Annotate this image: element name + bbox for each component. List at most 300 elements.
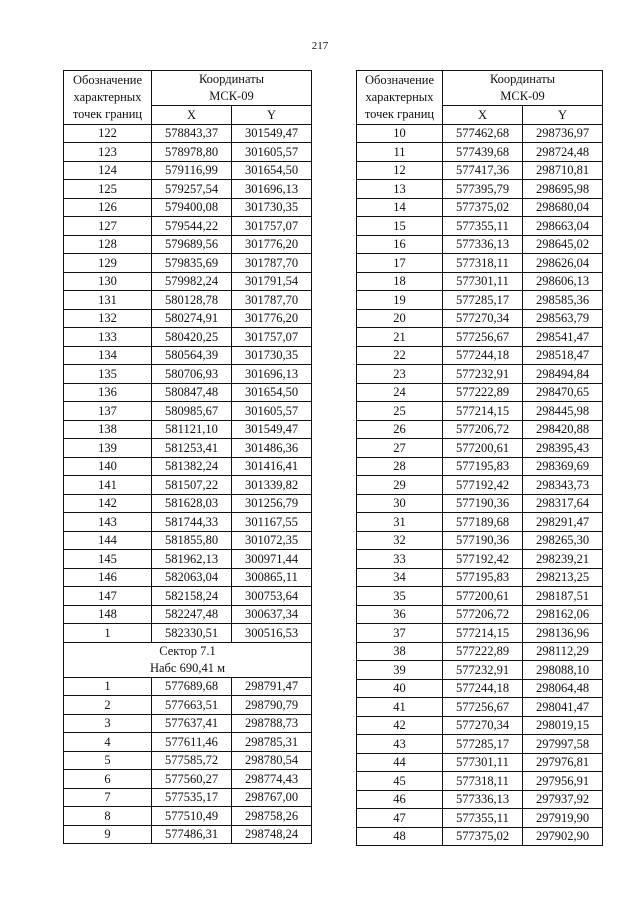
table-row <box>64 751 312 770</box>
coord-y: 301605,57 <box>232 143 312 162</box>
table-row <box>64 513 312 532</box>
sector-row <box>64 642 312 677</box>
header-designation-line: характерных <box>73 89 142 104</box>
header-designation <box>357 71 443 125</box>
table-row <box>357 217 603 236</box>
coord-x: 577637,41 <box>152 714 232 733</box>
coord-y: 298748,24 <box>232 825 312 844</box>
coord-y: 301654,50 <box>232 161 312 180</box>
coord-y: 297956,91 <box>523 772 603 791</box>
coord-x: 580274,91 <box>152 309 232 328</box>
coord-y: 301167,55 <box>232 513 312 532</box>
coord-x: 577189,68 <box>443 513 523 532</box>
table-row <box>64 568 312 587</box>
point-number: 145 <box>64 550 152 569</box>
point-number: 132 <box>64 309 152 328</box>
table-row <box>357 698 603 717</box>
coord-y: 298395,43 <box>523 439 603 458</box>
table-row <box>357 531 603 550</box>
table-row <box>64 291 312 310</box>
coord-x: 577611,46 <box>152 733 232 752</box>
coord-y: 298162,06 <box>523 605 603 624</box>
coord-y: 300971,44 <box>232 550 312 569</box>
point-number: 135 <box>64 365 152 384</box>
table-row <box>357 254 603 273</box>
table-row <box>64 254 312 273</box>
coord-y: 298041,47 <box>523 698 603 717</box>
coord-y: 300516,53 <box>232 624 312 643</box>
point-number: 10 <box>357 124 443 143</box>
coord-x: 581628,03 <box>152 494 232 513</box>
table-row <box>357 180 603 199</box>
coord-x: 577270,34 <box>443 309 523 328</box>
point-number: 126 <box>64 198 152 217</box>
table-row <box>64 272 312 291</box>
table-row <box>357 439 603 458</box>
coord-y: 301776,20 <box>232 309 312 328</box>
coord-y: 298736,97 <box>523 124 603 143</box>
coord-x: 582247,48 <box>152 605 232 624</box>
coord-y: 298518,47 <box>523 346 603 365</box>
coord-y: 298791,47 <box>232 677 312 696</box>
point-number: 4 <box>64 733 152 752</box>
point-number: 148 <box>64 605 152 624</box>
table-row <box>357 457 603 476</box>
table-row <box>357 772 603 791</box>
point-number: 20 <box>357 309 443 328</box>
coord-x: 577270,34 <box>443 716 523 735</box>
table-row <box>357 235 603 254</box>
left-rows-a <box>64 124 312 642</box>
point-number: 38 <box>357 642 443 661</box>
table-row <box>357 716 603 735</box>
coord-x: 577222,89 <box>443 383 523 402</box>
point-number: 32 <box>357 531 443 550</box>
coord-x: 577256,67 <box>443 328 523 347</box>
table-row <box>357 346 603 365</box>
coord-x: 581121,10 <box>152 420 232 439</box>
table-row <box>64 550 312 569</box>
coord-y: 301757,07 <box>232 328 312 347</box>
coord-y: 297937,92 <box>523 790 603 809</box>
point-number: 44 <box>357 753 443 772</box>
coord-y: 298112,29 <box>523 642 603 661</box>
coord-y: 301654,50 <box>232 383 312 402</box>
point-number: 45 <box>357 772 443 791</box>
coord-x: 577535,17 <box>152 788 232 807</box>
point-number: 123 <box>64 143 152 162</box>
table-row <box>64 807 312 826</box>
coord-x: 581253,41 <box>152 439 232 458</box>
coord-x: 577195,83 <box>443 457 523 476</box>
coord-x: 577190,36 <box>443 494 523 513</box>
coord-x: 582063,04 <box>152 568 232 587</box>
table-row <box>357 753 603 772</box>
table-row <box>64 457 312 476</box>
coord-x: 577510,49 <box>152 807 232 826</box>
coord-x: 582330,51 <box>152 624 232 643</box>
point-number: 131 <box>64 291 152 310</box>
coord-x: 577232,91 <box>443 661 523 680</box>
table-row <box>357 827 603 846</box>
header-coordinates-title: Координаты <box>489 72 556 86</box>
coord-x: 579982,24 <box>152 272 232 291</box>
point-number: 16 <box>357 235 443 254</box>
coord-y: 300637,34 <box>232 605 312 624</box>
table-row <box>357 198 603 217</box>
point-number: 147 <box>64 587 152 606</box>
table-row <box>357 365 603 384</box>
page-number: 217 <box>311 40 329 52</box>
table-row <box>64 235 312 254</box>
point-number: 141 <box>64 476 152 495</box>
point-number: 129 <box>64 254 152 273</box>
coord-y: 298758,26 <box>232 807 312 826</box>
coord-x: 577689,68 <box>152 677 232 696</box>
table-row <box>64 733 312 752</box>
coord-x: 580128,78 <box>152 291 232 310</box>
table-row <box>64 624 312 643</box>
coord-y: 298541,47 <box>523 328 603 347</box>
coord-x: 577585,72 <box>152 751 232 770</box>
table-row <box>357 587 603 606</box>
table-row <box>64 217 312 236</box>
coord-x: 581507,22 <box>152 476 232 495</box>
point-number: 40 <box>357 679 443 698</box>
table-row <box>64 402 312 421</box>
coord-y: 298724,48 <box>523 143 603 162</box>
coord-x: 577200,61 <box>443 439 523 458</box>
point-number: 39 <box>357 661 443 680</box>
point-number: 28 <box>357 457 443 476</box>
coord-x: 577195,83 <box>443 568 523 587</box>
table-row <box>64 328 312 347</box>
point-number: 127 <box>64 217 152 236</box>
coord-y: 301605,57 <box>232 402 312 421</box>
point-number: 122 <box>64 124 152 143</box>
coord-y: 298645,02 <box>523 235 603 254</box>
header-coordinates <box>443 71 603 106</box>
coord-y: 297997,58 <box>523 735 603 754</box>
point-number: 137 <box>64 402 152 421</box>
table-row <box>357 402 603 421</box>
table-row <box>64 476 312 495</box>
coord-x: 581855,80 <box>152 531 232 550</box>
point-number: 136 <box>64 383 152 402</box>
table-row <box>357 661 603 680</box>
point-number: 46 <box>357 790 443 809</box>
coord-x: 579835,69 <box>152 254 232 273</box>
coord-x: 577355,11 <box>443 217 523 236</box>
point-number: 7 <box>64 788 152 807</box>
sector-height: Набс 690,41 м <box>149 660 226 675</box>
coord-y: 301776,20 <box>232 235 312 254</box>
header-designation-line: Обозначение <box>72 72 143 87</box>
coord-y: 298785,31 <box>232 733 312 752</box>
point-number: 43 <box>357 735 443 754</box>
coord-x: 577375,02 <box>443 198 523 217</box>
point-number: 15 <box>357 217 443 236</box>
coord-x: 581962,13 <box>152 550 232 569</box>
coord-x: 580985,67 <box>152 402 232 421</box>
table-row <box>64 198 312 217</box>
table-row <box>357 513 603 532</box>
coord-x: 577395,79 <box>443 180 523 199</box>
point-number: 143 <box>64 513 152 532</box>
header-y: Y <box>523 106 603 125</box>
coord-y: 297976,81 <box>523 753 603 772</box>
point-number: 23 <box>357 365 443 384</box>
coord-y: 298136,96 <box>523 624 603 643</box>
coord-x: 581382,24 <box>152 457 232 476</box>
table-row <box>64 420 312 439</box>
table-row <box>357 790 603 809</box>
point-number: 142 <box>64 494 152 513</box>
table-row <box>357 143 603 162</box>
table-row <box>357 642 603 661</box>
table-row <box>64 770 312 789</box>
coord-x: 577560,27 <box>152 770 232 789</box>
point-number: 19 <box>357 291 443 310</box>
coord-x: 577355,11 <box>443 809 523 828</box>
table-row <box>357 309 603 328</box>
coord-x: 580706,93 <box>152 365 232 384</box>
point-number: 1 <box>64 624 152 643</box>
table-row <box>64 587 312 606</box>
coord-y: 298343,73 <box>523 476 603 495</box>
table-row <box>357 605 603 624</box>
table-row <box>64 677 312 696</box>
table-row <box>357 328 603 347</box>
coord-y: 298291,47 <box>523 513 603 532</box>
coord-y: 298774,43 <box>232 770 312 789</box>
point-number: 144 <box>64 531 152 550</box>
point-number: 34 <box>357 568 443 587</box>
table-row <box>357 550 603 569</box>
table-row <box>64 531 312 550</box>
coord-y: 298265,30 <box>523 531 603 550</box>
coord-y: 301730,35 <box>232 198 312 217</box>
point-number: 27 <box>357 439 443 458</box>
coord-x: 577318,11 <box>443 254 523 273</box>
point-number: 146 <box>64 568 152 587</box>
coord-x: 577285,17 <box>443 291 523 310</box>
coord-y: 298626,04 <box>523 254 603 273</box>
table-row <box>357 161 603 180</box>
header-x: X <box>152 106 232 125</box>
coord-y: 298680,04 <box>523 198 603 217</box>
coord-x: 577375,02 <box>443 827 523 846</box>
coord-y: 301757,07 <box>232 217 312 236</box>
coord-y: 298606,13 <box>523 272 603 291</box>
point-number: 125 <box>64 180 152 199</box>
sector-name: Сектор 7.1 <box>159 643 216 658</box>
coord-x: 577244,18 <box>443 346 523 365</box>
coord-y: 301486,36 <box>232 439 312 458</box>
point-number: 13 <box>357 180 443 199</box>
table-row <box>357 494 603 513</box>
point-number: 134 <box>64 346 152 365</box>
coord-y: 301787,70 <box>232 291 312 310</box>
point-number: 35 <box>357 587 443 606</box>
coord-x: 579257,54 <box>152 180 232 199</box>
point-number: 21 <box>357 328 443 347</box>
coord-y: 301787,70 <box>232 254 312 273</box>
point-number: 42 <box>357 716 443 735</box>
coord-x: 577200,61 <box>443 587 523 606</box>
coord-x: 579544,22 <box>152 217 232 236</box>
point-number: 5 <box>64 751 152 770</box>
coord-y: 298790,79 <box>232 696 312 715</box>
point-number: 24 <box>357 383 443 402</box>
table-row <box>64 161 312 180</box>
point-number: 17 <box>357 254 443 273</box>
coord-x: 577222,89 <box>443 642 523 661</box>
table-row <box>357 476 603 495</box>
coord-y: 298788,73 <box>232 714 312 733</box>
point-number: 140 <box>64 457 152 476</box>
table-row <box>64 180 312 199</box>
table-row <box>64 383 312 402</box>
table-row <box>357 568 603 587</box>
coord-y: 297919,90 <box>523 809 603 828</box>
coord-y: 298420,88 <box>523 420 603 439</box>
coord-x: 577663,51 <box>152 696 232 715</box>
point-number: 31 <box>357 513 443 532</box>
point-number: 26 <box>357 420 443 439</box>
table-row <box>357 420 603 439</box>
sector-block <box>64 642 312 677</box>
coord-x: 577285,17 <box>443 735 523 754</box>
coord-y: 300865,11 <box>232 568 312 587</box>
coord-x: 577214,15 <box>443 624 523 643</box>
table-row <box>64 365 312 384</box>
table-row <box>64 494 312 513</box>
coord-y: 298585,36 <box>523 291 603 310</box>
table-row <box>64 825 312 844</box>
coord-x: 580420,25 <box>152 328 232 347</box>
coord-y: 301256,79 <box>232 494 312 513</box>
coord-y: 298369,69 <box>523 457 603 476</box>
point-number: 124 <box>64 161 152 180</box>
coord-y: 298710,81 <box>523 161 603 180</box>
point-number: 12 <box>357 161 443 180</box>
coord-y: 298494,84 <box>523 365 603 384</box>
coord-y: 298695,98 <box>523 180 603 199</box>
coord-x: 577190,36 <box>443 531 523 550</box>
point-number: 36 <box>357 605 443 624</box>
header-coordinates-title: Координаты <box>198 72 265 86</box>
point-number: 3 <box>64 714 152 733</box>
table-row <box>357 679 603 698</box>
coord-y: 298213,25 <box>523 568 603 587</box>
coordinates-table-left <box>63 70 312 844</box>
coord-x: 578843,37 <box>152 124 232 143</box>
coord-y: 298064,48 <box>523 679 603 698</box>
coord-y: 297902,90 <box>523 827 603 846</box>
point-number: 130 <box>64 272 152 291</box>
sector-cell <box>64 642 312 677</box>
header-designation <box>64 71 152 125</box>
coord-x: 580564,39 <box>152 346 232 365</box>
coordinates-table-right <box>356 70 603 846</box>
table-row <box>357 291 603 310</box>
point-number: 128 <box>64 235 152 254</box>
coord-x: 579116,99 <box>152 161 232 180</box>
coord-x: 577417,36 <box>443 161 523 180</box>
coord-x: 582158,24 <box>152 587 232 606</box>
table-row <box>357 272 603 291</box>
coord-x: 577336,13 <box>443 790 523 809</box>
coord-y: 298445,98 <box>523 402 603 421</box>
coord-y: 298780,54 <box>232 751 312 770</box>
table-row <box>357 124 603 143</box>
coord-y: 301549,47 <box>232 420 312 439</box>
coord-x: 577206,72 <box>443 605 523 624</box>
coord-y: 301416,41 <box>232 457 312 476</box>
table-row <box>64 714 312 733</box>
point-number: 8 <box>64 807 152 826</box>
table-row <box>64 309 312 328</box>
coord-x: 577486,31 <box>152 825 232 844</box>
coord-y: 301696,13 <box>232 365 312 384</box>
point-number: 29 <box>357 476 443 495</box>
point-number: 11 <box>357 143 443 162</box>
coord-x: 577301,11 <box>443 272 523 291</box>
coord-x: 577206,72 <box>443 420 523 439</box>
coord-x: 579689,56 <box>152 235 232 254</box>
header-coordinates-system: МСК-09 <box>209 89 254 103</box>
coord-x: 578978,80 <box>152 143 232 162</box>
coord-y: 298470,65 <box>523 383 603 402</box>
coord-y: 301791,54 <box>232 272 312 291</box>
coord-y: 298239,21 <box>523 550 603 569</box>
coord-x: 577192,42 <box>443 550 523 569</box>
coord-x: 581744,33 <box>152 513 232 532</box>
point-number: 6 <box>64 770 152 789</box>
point-number: 30 <box>357 494 443 513</box>
coord-x: 577192,42 <box>443 476 523 495</box>
table-row <box>64 605 312 624</box>
coord-y: 301549,47 <box>232 124 312 143</box>
header-y: Y <box>232 106 312 125</box>
left-rows-b <box>64 677 312 844</box>
coord-x: 577256,67 <box>443 698 523 717</box>
coord-y: 298317,64 <box>523 494 603 513</box>
coord-x: 580847,48 <box>152 383 232 402</box>
right-rows <box>357 124 603 846</box>
coord-x: 579400,08 <box>152 198 232 217</box>
coord-y: 298187,51 <box>523 587 603 606</box>
table-row <box>357 624 603 643</box>
point-number: 18 <box>357 272 443 291</box>
coord-y: 300753,64 <box>232 587 312 606</box>
header-x: X <box>443 106 523 125</box>
point-number: 9 <box>64 825 152 844</box>
point-number: 22 <box>357 346 443 365</box>
table-row <box>64 124 312 143</box>
header-coordinates <box>152 71 312 106</box>
table-row <box>64 143 312 162</box>
header-designation-line: точек границ <box>72 106 143 121</box>
point-number: 41 <box>357 698 443 717</box>
header-designation-line: точек границ <box>364 106 435 121</box>
coord-y: 298088,10 <box>523 661 603 680</box>
point-number: 133 <box>64 328 152 347</box>
point-number: 33 <box>357 550 443 569</box>
coord-x: 577318,11 <box>443 772 523 791</box>
table-row <box>357 383 603 402</box>
